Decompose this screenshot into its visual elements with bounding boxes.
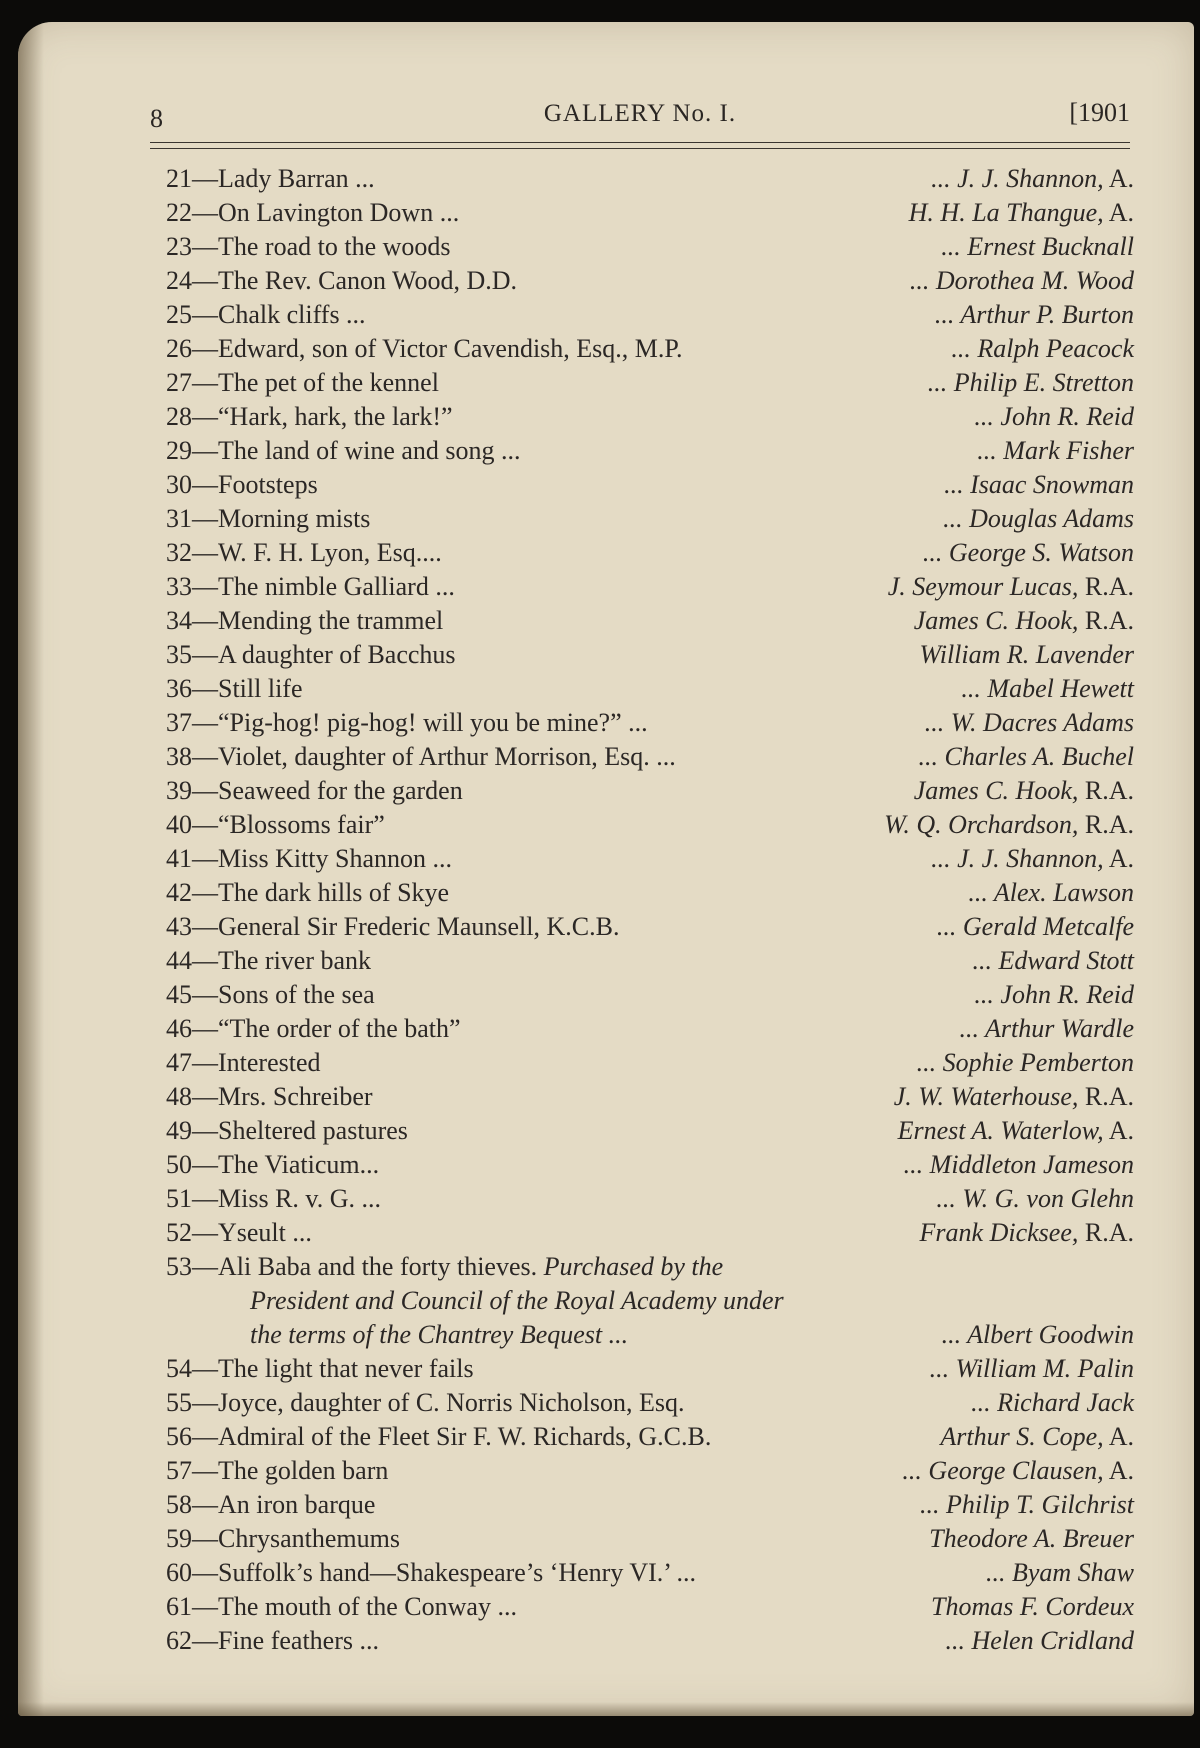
entry-title: 43—General Sir Frederic Maunsell, K.C.B.: [166, 912, 620, 941]
entry-artist: ... Middleton Jameson: [903, 1150, 1134, 1179]
catalogue-entry: [166, 706, 1134, 740]
entry-title: 60—Suffolk’s hand—Shakespeare’s ‘Henry VI.’ ...: [166, 1558, 697, 1587]
catalogue-entry: [166, 774, 1134, 808]
catalogue-entry: [166, 1386, 1134, 1420]
page-header: [150, 94, 1130, 134]
entry-artist: ... John R. Reid: [974, 402, 1134, 431]
entry-title: 45—Sons of the sea: [166, 980, 375, 1009]
entry-artist: ... Edward Stott: [972, 946, 1134, 975]
catalogue-entry: [166, 1148, 1134, 1182]
catalogue-entry-chantrey: [166, 1250, 1134, 1352]
entry-title: 41—Miss Kitty Shannon ...: [166, 844, 453, 873]
entry-note-line1: Purchased by the: [543, 1252, 724, 1281]
entry-artist: James C. Hook, R.A.: [913, 776, 1134, 805]
entry-artist: ... Arthur P. Burton: [934, 300, 1134, 329]
catalogue-entry: [166, 910, 1134, 944]
entry-artist: ... Isaac Snowman: [944, 470, 1134, 499]
catalogue-entry: [166, 1080, 1134, 1114]
entry-artist: ... Douglas Adams: [943, 504, 1134, 533]
entry-artist: ... W. Dacres Adams: [924, 708, 1134, 737]
page-year: [1901: [1069, 98, 1130, 127]
entry-title: 51—Miss R. v. G. ...: [166, 1184, 382, 1213]
entry-title: 40—“Blossoms fair”: [166, 810, 385, 839]
entry-title: 22—On Lavington Down ...: [166, 198, 460, 227]
entry-artist: W. Q. Orchardson, R.A.: [884, 810, 1134, 839]
catalogue-entry: [166, 740, 1134, 774]
entry-artist: ... Ralph Peacock: [951, 334, 1134, 363]
entry-artist: ... Charles A. Buchel: [918, 742, 1134, 771]
entry-title: 48—Mrs. Schreiber: [166, 1082, 373, 1111]
entry-title: 52—Yseult ...: [166, 1218, 312, 1247]
entry-artist: ... Mabel Hewett: [961, 674, 1134, 703]
entry-title: 46—“The order of the bath”: [166, 1014, 461, 1043]
entry-artist: ... Arthur Wardle: [959, 1014, 1134, 1043]
entry-title: 28—“Hark, hark, the lark!”: [166, 402, 453, 431]
entry-artist: Arthur S. Cope, A.: [940, 1422, 1134, 1451]
entry-artist: Thomas F. Cordeux: [931, 1592, 1134, 1621]
catalogue-entry: [166, 264, 1134, 298]
catalogue-entry: [166, 1454, 1134, 1488]
entry-artist: Frank Dicksee, R.A.: [919, 1218, 1134, 1247]
catalogue-entry: [166, 638, 1134, 672]
entry-title: 29—The land of wine and song ...: [166, 436, 521, 465]
entry-artist: ... Ernest Bucknall: [941, 232, 1134, 261]
catalogue-entry: [166, 604, 1134, 638]
entry-title: 58—An iron barque: [166, 1490, 376, 1519]
entry-title: 30—Footsteps: [166, 470, 318, 499]
entry-artist: ... Helen Cridland: [945, 1626, 1134, 1655]
entry-title: 56—Admiral of the Fleet Sir F. W. Richards, G.C.B.: [166, 1422, 712, 1451]
entry-title: 49—Sheltered pastures: [166, 1116, 408, 1145]
catalogue-entry: [166, 1556, 1134, 1590]
entry-title: 33—The nimble Galliard ...: [166, 572, 455, 601]
entry-artist: ... Albert Goodwin: [941, 1320, 1134, 1349]
catalogue-entry: [166, 366, 1134, 400]
entry-artist: ... Gerald Metcalfe: [936, 912, 1134, 941]
entry-title: 53—Ali Baba and the forty thieves. Purchased by the President and Council of the Royal Academy under the terms of the Chantrey Bequest ...: [166, 1250, 906, 1352]
catalogue-entry: [166, 468, 1134, 502]
entry-note-line3: the terms of the Chantrey Bequest ...: [250, 1320, 629, 1349]
catalogue-entry: [166, 196, 1134, 230]
entry-title: 57—The golden barn: [166, 1456, 389, 1485]
catalogue-entry: [166, 502, 1134, 536]
entry-title: 50—The Viaticum...: [166, 1150, 380, 1179]
catalogue-entry: [166, 842, 1134, 876]
entry-title: 61—The mouth of the Conway ...: [166, 1592, 517, 1621]
catalogue-entry: [166, 944, 1134, 978]
header-rule-top: [150, 142, 1130, 143]
entry-title: 36—Still life: [166, 674, 303, 703]
entry-artist: ... George S. Watson: [922, 538, 1134, 567]
catalogue-entry: [166, 1216, 1134, 1250]
catalogue-entry: [166, 808, 1134, 842]
entry-title: 32—W. F. H. Lyon, Esq....: [166, 538, 442, 567]
entry-title: 38—Violet, daughter of Arthur Morrison, Esq. ...: [166, 742, 676, 771]
catalogue-entry: [166, 400, 1134, 434]
catalogue-entry: [166, 1182, 1134, 1216]
book-page: [18, 22, 1194, 1716]
catalogue-entry: [166, 978, 1134, 1012]
catalogue-entry: [166, 230, 1134, 264]
catalogue-entry: [166, 434, 1134, 468]
entry-artist: ... Mark Fisher: [977, 436, 1134, 465]
entry-artist: ... Alex. Lawson: [968, 878, 1134, 907]
catalogue-entry: [166, 570, 1134, 604]
catalogue-entry: [166, 298, 1134, 332]
entry-title: 55—Joyce, daughter of C. Norris Nicholson, Esq.: [166, 1388, 685, 1417]
entry-artist: ... Richard Jack: [971, 1388, 1134, 1417]
entry-title: 42—The dark hills of Skye: [166, 878, 450, 907]
catalogue-entry: [166, 1046, 1134, 1080]
catalogue-entry: [166, 672, 1134, 706]
entry-title: 37—“Pig-hog! pig-hog! will you be mine?” ...: [166, 708, 648, 737]
entry-artist: ... Dorothea M. Wood: [909, 266, 1134, 295]
entry-title: 39—Seaweed for the garden: [166, 776, 463, 805]
catalogue-entry: [166, 1624, 1134, 1658]
catalogue-entry: [166, 1488, 1134, 1522]
catalogue-entry: [166, 332, 1134, 366]
page-bottom-edge: [18, 1702, 1194, 1716]
header-rule-bottom: [150, 148, 1130, 149]
catalogue-list: [166, 162, 1134, 1658]
entry-title: 34—Mending the trammel: [166, 606, 444, 635]
catalogue-entry: [166, 1420, 1134, 1454]
catalogue-entry: [166, 876, 1134, 910]
entry-title: 35—A daughter of Bacchus: [166, 640, 456, 669]
entry-title: 44—The river bank: [166, 946, 372, 975]
catalogue-entry: [166, 536, 1134, 570]
entry-title: 24—The Rev. Canon Wood, D.D.: [166, 266, 518, 295]
page-number: 8: [150, 104, 163, 133]
entry-artist: ... J. J. Shannon, A.: [931, 844, 1134, 873]
entry-artist: J. W. Waterhouse, R.A.: [893, 1082, 1134, 1111]
entry-title: 21—Lady Barran ...: [166, 164, 375, 193]
catalogue-entry: [166, 1522, 1134, 1556]
catalogue-entry: [166, 1352, 1134, 1386]
entry-title: 26—Edward, son of Victor Cavendish, Esq., M.P.: [166, 334, 683, 363]
spine-shadow: [18, 22, 44, 1716]
catalogue-entry: [166, 1590, 1134, 1624]
catalogue-entry: [166, 162, 1134, 196]
entry-title: 23—The road to the woods: [166, 232, 451, 261]
entry-artist: James C. Hook, R.A.: [913, 606, 1134, 635]
entry-artist: ... J. J. Shannon, A.: [931, 164, 1134, 193]
entry-artist: ... Sophie Pemberton: [916, 1048, 1134, 1077]
entry-note-line2: President and Council of the Royal Academy under: [250, 1286, 784, 1315]
entry-artist: H. H. La Thangue, A.: [908, 198, 1134, 227]
entry-title: 27—The pet of the kennel: [166, 368, 439, 397]
entry-artist: ... Philip T. Gilchrist: [919, 1490, 1134, 1519]
entry-title: 62—Fine feathers ...: [166, 1626, 380, 1655]
entry-title: 59—Chrysanthemums: [166, 1524, 400, 1553]
entry-artist: Ernest A. Waterlow, A.: [897, 1116, 1134, 1145]
entry-artist: ... William M. Palin: [929, 1354, 1134, 1383]
entry-artist: ... John R. Reid: [974, 980, 1134, 1009]
entry-title: 31—Morning mists: [166, 504, 371, 533]
entry-title: 25—Chalk cliffs ...: [166, 300, 366, 329]
entry-artist: J. Seymour Lucas, R.A.: [887, 572, 1134, 601]
entry-artist: William R. Lavender: [919, 640, 1134, 669]
page-title: GALLERY No. I.: [543, 100, 737, 127]
catalogue-entry: [166, 1114, 1134, 1148]
entry-artist: ... George Clausen, A.: [902, 1456, 1134, 1485]
entry-artist: ... Philip E. Stretton: [927, 368, 1134, 397]
entry-artist: Theodore A. Breuer: [929, 1524, 1134, 1553]
entry-artist: ... Byam Shaw: [985, 1558, 1134, 1587]
catalogue-entry: [166, 1012, 1134, 1046]
entry-title: 47—Interested: [166, 1048, 321, 1077]
entry-artist: ... W. G. von Glehn: [936, 1184, 1134, 1213]
entry-title: 54—The light that never fails: [166, 1354, 474, 1383]
